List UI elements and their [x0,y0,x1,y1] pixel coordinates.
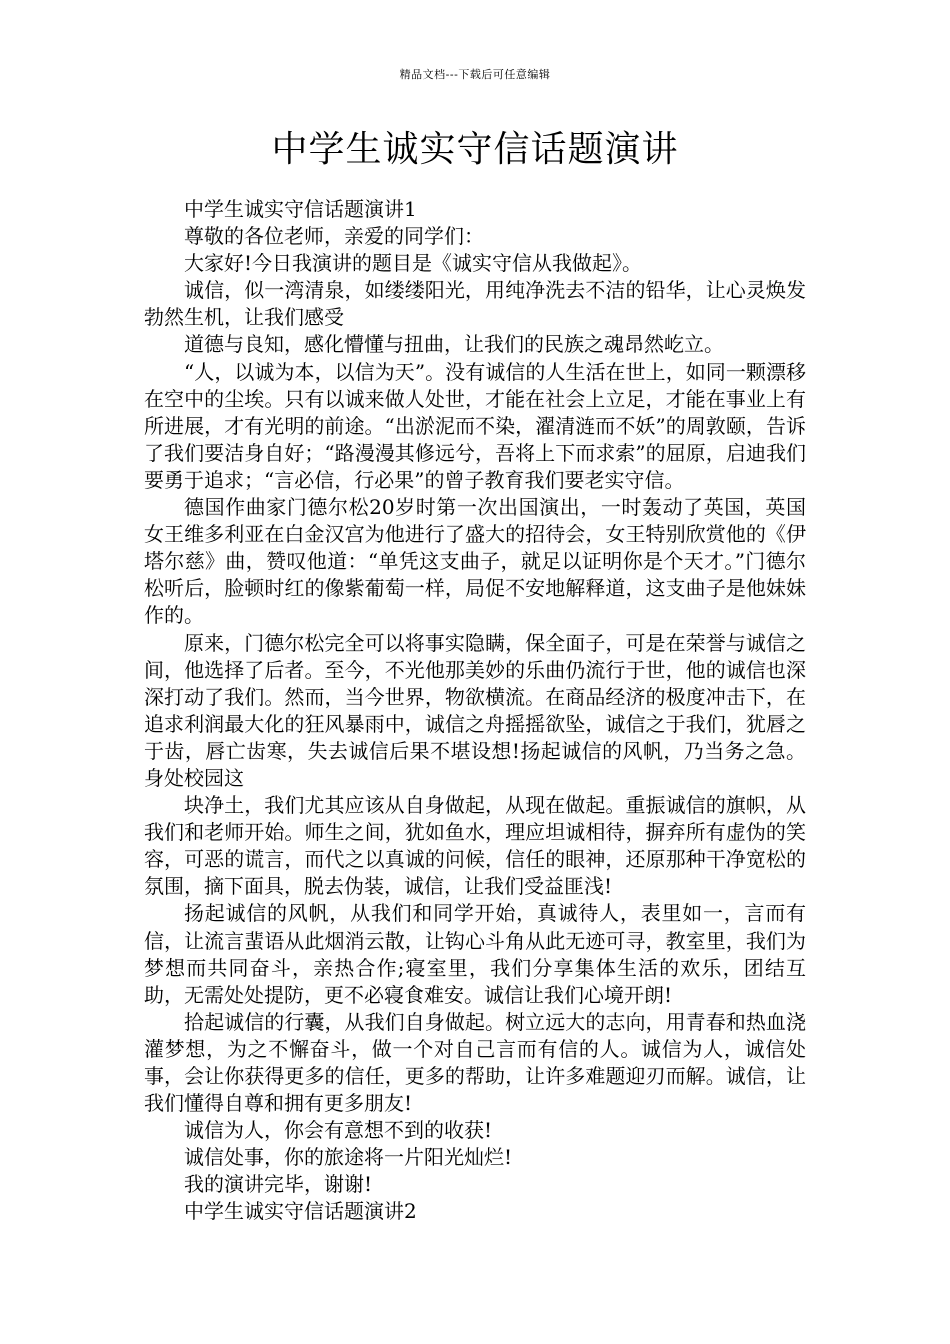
paragraph: 块净土，我们尤其应该从自身做起，从现在做起。重振诚信的旗帜，从我们和老师开始。师生之间，犹如鱼水，理应坦诚相待，摒弃所有虚伪的笑容，可恶的谎言，而代之以真诚的问候，信任的眼神，还原那种干净宽松的氛围，摘下面具，脱去伪装，诚信，让我们受益匪浅! [144,793,806,899]
paragraph: 大家好!今日我演讲的题目是《诚实守信从我做起》。 [184,251,643,276]
document-title: 中学生诚实守信话题演讲 [271,129,679,170]
paragraph: 原来，门德尔松完全可以将事实隐瞒，保全面子，可是在荣誉与诚信之间，他选择了后者。至今，不光他那美妙的乐曲仍流行于世，他的诚信也深深打动了我们。然而，当今世界，物欲横流。在商品经济的极度冲击下，在追求利润最大化的狂风暴雨中，诚信之舟摇摇欲坠，诚信之于我们，犹唇之于齿，唇亡齿寒，失去诚信后果不堪设想!扬起诚信的风帆，乃当务之急。身处校园这 [144,630,806,790]
paragraph: “人，以诚为本，以信为天”。没有诚信的人生活在世上，如同一颗漂移在空中的尘埃。只有以诚来做人处世，才能在社会上立足，才能在事业上有所进展，才有光明的前途。“出淤泥而不染，濯清涟而不妖”的周敦颐，告诉了我们要洁身自好；“路漫漫其修远兮，吾将上下而求索”的屈原，启迪我们要勇于追求；“言必信，行必果”的曾子教育我们要老实守信。 [144,359,806,492]
paragraph: 扬起诚信的风帆，从我们和同学开始，真诚待人，表里如一，言而有信，让流言蜚语从此烟消云散，让钩心斗角从此无迹可寻，教室里，我们为梦想而共同奋斗，亲热合作;寝室里，我们分享集体生活的欢乐，团结互助，无需处处提防，更不必寝食难安。诚信让我们心境开朗! [144,901,806,1007]
paragraph: 中学生诚实守信话题演讲2 [184,1199,417,1224]
paragraph: 道德与良知，感化懵懂与扭曲，让我们的民族之魂昂然屹立。 [184,332,724,357]
paragraph: 诚信处事，你的旅途将一片阳光灿烂! [184,1145,513,1170]
paragraph: 德国作曲家门德尔松20岁时第一次出国演出，一时轰动了英国，英国女王维多利亚在白金汉宫为他进行了盛大的招待会，女王特别欣赏他的《伊塔尔慈》曲，赞叹他道：“单凭这支曲子，就足以证明你是个天才。”门德尔松听后，脸顿时红的像紫葡萄一样，局促不安地解释道，这支曲子是他妹妹作的。 [144,495,806,628]
paragraph: 诚信为人，你会有意想不到的收获! [184,1118,493,1143]
document-body [144,196,806,1226]
paragraph: 尊敬的各位老师，亲爱的同学们： [184,224,484,249]
paragraph: 拾起诚信的行囊，从我们自身做起。树立远大的志向，用青春和热血浇灌梦想，为之不懈奋斗，做一个对自己言而有信的人。诚信为人，诚信处事，会让你获得更多的信任，更多的帮助，让许多难题迎刃而解。诚信，让我们懂得自尊和拥有更多朋友! [144,1009,806,1116]
page-header: 精品文档---下载后可任意编辑 [399,68,551,81]
paragraph: 中学生诚实守信话题演讲1 [184,197,417,221]
paragraph: 诚信，似一湾清泉，如缕缕阳光，用纯净洗去不洁的铅华，让心灵焕发勃然生机，让我们感受 [144,278,806,330]
paragraph: 我的演讲完毕，谢谢! [184,1172,373,1197]
